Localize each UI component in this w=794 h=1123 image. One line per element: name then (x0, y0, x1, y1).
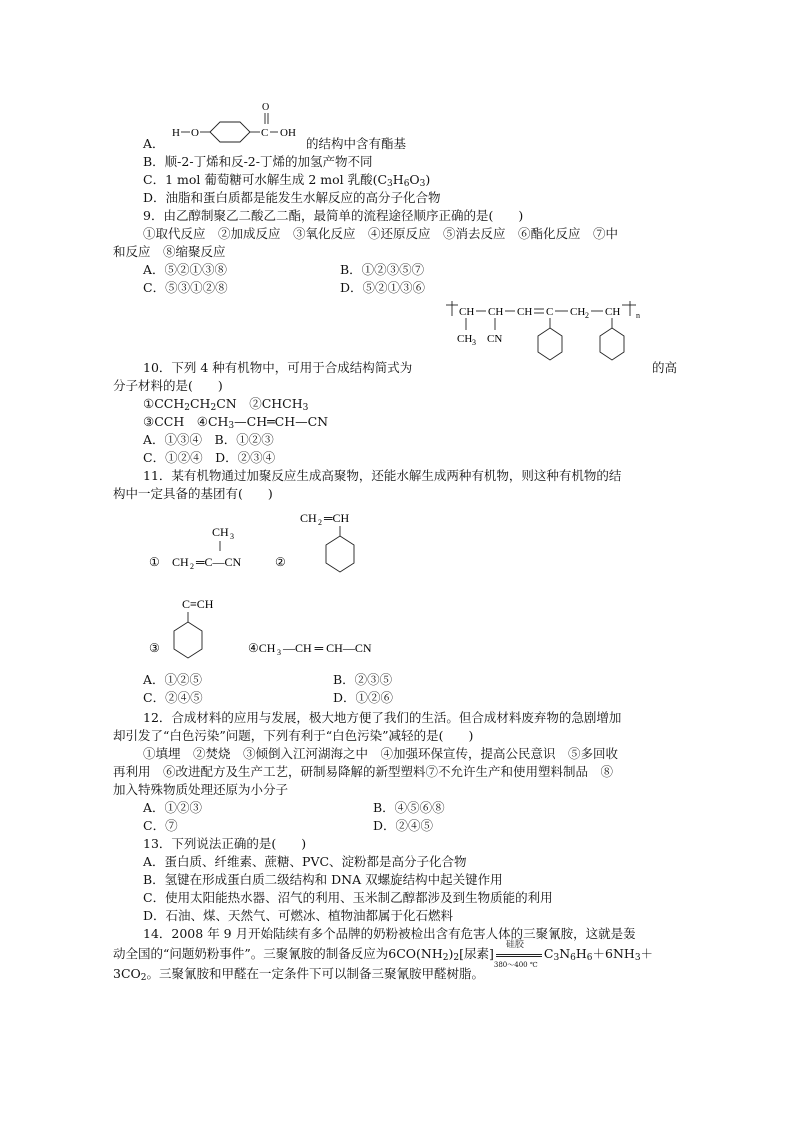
q8-option-a-letter: A． (143, 136, 165, 151)
poly-c: C (546, 306, 554, 318)
s1-rest: ═C—CN (196, 555, 242, 569)
q8-molecule-structure (168, 100, 308, 148)
poly-ch2: CH (570, 306, 586, 318)
q14-line2: 动全国的“问题奶粉事件”。三聚氰胺的制备反应为$6CO(NH_2)_2$[尿素] 硅胶 380～400 ℃ $C_3N_6H_6+6NH_3+$ (113, 946, 653, 966)
q10-polymer-structure (440, 296, 670, 376)
mol-oh-label: OH (280, 127, 296, 139)
s1-top: CH (212, 525, 229, 539)
q9-answer-a: A．⑤②①③⑧ (143, 262, 228, 277)
q10-i1b: CH (189, 396, 211, 411)
q8-c-h: H (392, 172, 404, 187)
q14-l2d: C (543, 946, 554, 961)
q9-options-line1: ①取代反应 ②加成反应 ③氧化反应 ④还原反应 ⑤消去反应 ⑥酯化反应 ⑦中 (143, 226, 619, 241)
q14-reaction-arrow (493, 939, 544, 969)
q11-answer-b: B．②③⑤ (333, 672, 393, 687)
poly-sub3: 3 (472, 338, 476, 347)
s1-sub2: 2 (190, 562, 194, 571)
s4-sub3: 3 (277, 648, 281, 657)
q14-l2g: ＋6NH (592, 946, 635, 961)
q11-answer-a: A．①②⑤ (143, 672, 203, 687)
q10-items-2: ③CCH $④CH_3—CH═CH—CN$ (143, 414, 329, 431)
s2-topb: ═CH (324, 511, 350, 525)
s2-num: ② (275, 555, 286, 569)
poly-ch-3: CH (517, 306, 533, 318)
q8-c-end: ) (425, 172, 431, 187)
q14-line3: $3CO_2$。三聚氰胺和甲醛在一定条件下可以制备三聚氰胺甲醛树脂。 (113, 966, 485, 983)
q9-stem: 9．由乙醇制聚乙二酸乙二酯，最简单的流程途径顺序正确的是( ) (143, 208, 524, 223)
q14-l2e: N (559, 946, 571, 961)
s4-text: ④CH (248, 641, 276, 655)
s1-top-sub3: 3 (230, 532, 234, 541)
q11-answer-c: C．②④⑤ (143, 690, 203, 705)
poly-cn: CN (487, 333, 503, 345)
q12-options1: ①填埋 ②焚烧 ③倾倒入江河湖海之中 ④加强环保宣传，提高公民意识 ⑤多回收 (143, 746, 619, 761)
q14-l3a: 3CO (113, 966, 141, 981)
q13-option-b: B．氢键在形成蛋白质二级结构和 DNA 双螺旋结构中起关键作用 (143, 872, 503, 887)
q10-i3b: —CH═CH—CN (234, 414, 329, 429)
q10-i3: ③CCH ④CH (143, 414, 229, 429)
q8-option-b: B．顺-2-丁烯和反-2-丁烯的加氢产物不同 (143, 154, 373, 169)
q12-answer-d: D．②④⑤ (373, 818, 434, 833)
q12-options2: 再利用 ⑥改进配方及生产工艺，研制易降解的新型塑料⑦不允许生产和使用塑料制品 ⑧ (113, 764, 614, 779)
mol-o-label: O (191, 127, 199, 139)
s1-ch: CH (172, 555, 189, 569)
poly-sub2: 2 (585, 311, 589, 320)
s4-rest: —CH ═ CH—CN (283, 641, 372, 655)
q10-stem: 10．下列 4 种有机物中，可用于合成结构简式为 (143, 360, 413, 375)
q8-option-c: C．1 mol 葡萄糖可水解生成 2 mol 乳酸$(C_3H_6O_3)$ (143, 172, 431, 189)
q12-answer-a: A．①②③ (143, 800, 203, 815)
poly-ch-2: CH (488, 306, 504, 318)
q12-answer-b: B．④⑤⑥⑧ (373, 800, 445, 815)
q10-stem-right: 的高 (652, 360, 678, 375)
s2-top: CH (300, 511, 317, 525)
q9-answer-c: C．⑤③①②⑧ (143, 280, 228, 295)
q11-stem2: 构中一定具备的基团有( ) (113, 486, 273, 501)
q12-answer-c: C．⑦ (143, 818, 178, 833)
q9-options-line2: 和反应 ⑧缩聚反应 (113, 244, 226, 259)
q14-catalyst: 硅胶 (505, 939, 524, 950)
q11-structures-row2 (140, 592, 420, 672)
s1-num: ① (149, 555, 160, 569)
s3-num: ③ (149, 641, 160, 655)
q13-option-d: D．石油、煤、天然气、可燃冰、植物油都属于化石燃料 (143, 908, 454, 923)
s2-sub2: 2 (318, 518, 322, 527)
q8-option-a (143, 136, 165, 152)
mol-c-label: C (261, 127, 269, 139)
q9-answer-b: B．①②③⑤⑦ (340, 262, 425, 277)
q10-i1: ①CCH (143, 396, 185, 411)
poly-ch-1: CH (459, 306, 475, 318)
q12-options3: 加入特殊物质处理还原为小分子 (113, 782, 289, 797)
q9-answer-d: D．⑤②①③⑥ (340, 280, 426, 295)
q14-l2f: H (575, 946, 587, 961)
mol-o-top-label: O (262, 102, 270, 113)
q13-option-a: A．蛋白质、纤维素、蔗糖、PVC、淀粉都是高分子化合物 (143, 854, 467, 869)
q14-line1: 14．2008 年 9 月开始陆续有多个品牌的奶粉被检出含有危害人体的三聚氰胺，这就是轰 (143, 926, 636, 941)
q14-l2a: 动全国的“问题奶粉事件”。三聚氰胺的制备反应为6CO(NH (113, 946, 443, 961)
q13-stem: 13．下列说法正确的是( ) (143, 836, 307, 851)
poly-n: n (636, 311, 640, 320)
q8-option-a-text: 的结构中含有酯基 (306, 136, 407, 151)
q14-l3b: 。三聚氰胺和甲醛在一定条件下可以制备三聚氰胺甲醛树脂。 (146, 966, 485, 981)
q10-answers-cd: C．①②④ D．②③④ (143, 450, 276, 465)
q11-structures-row1 (140, 506, 380, 586)
q12-stem1: 12．合成材料的应用与发展，极大地方便了我们的生活。但合成材料废弃物的急剧增加 (143, 710, 622, 725)
q14-temperature: 380～400 ℃ (493, 960, 538, 969)
mol-h-label: H (172, 127, 180, 139)
poly-ch3: CH (457, 333, 473, 345)
q8-c-o: O (409, 172, 420, 187)
q10-items-1: $①CCH_2CH_2CN$ $②CHCH_3$ (143, 396, 309, 413)
s3-top: C≡CH (182, 597, 214, 611)
q10-i1c: CN ②CHCH (216, 396, 303, 411)
q8-option-d: D．油脂和蛋白质都是能发生水解反应的高分子化合物 (143, 190, 441, 205)
q12-stem2: 却引发了“白色污染”问题，下列有利于“白色污染”减轻的是( ) (113, 728, 474, 743)
q10-answers-ab: A．①③④ B．①②③ (143, 432, 274, 447)
q14-l2h: ＋ (640, 946, 654, 961)
q13-option-c: C．使用太阳能热水器、沼气的利用、玉米制乙醇都涉及到生物质能的利用 (143, 890, 553, 905)
q8-c-text: C．1 mol 葡萄糖可水解生成 2 mol 乳酸(C (143, 172, 388, 187)
q14-l2b: ) (448, 946, 454, 961)
q11-stem1: 11．某有机物通过加聚反应生成高聚物，还能水解生成两种有机物，则这种有机物的结 (143, 468, 622, 483)
q14-l2c: [尿素] (459, 946, 494, 961)
poly-ch-4: CH (605, 306, 621, 318)
q10-stem-line2: 分子材料的是( ) (113, 378, 223, 393)
q11-answer-d: D．①②⑥ (333, 690, 394, 705)
